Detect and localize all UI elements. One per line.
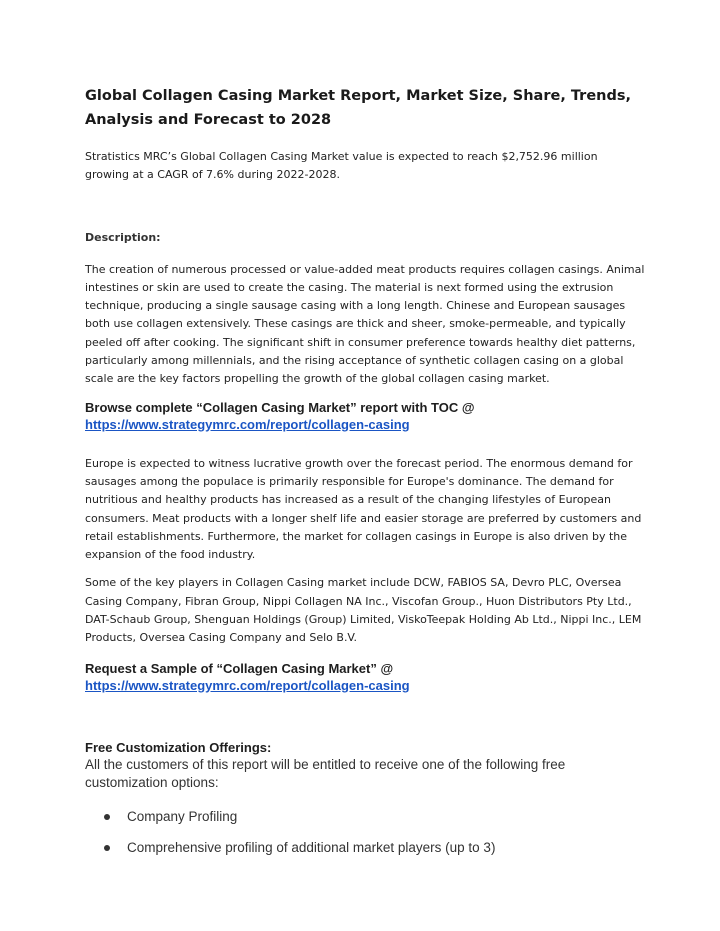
intro-paragraph: Stratistics MRC’s Global Collagen Casing Market value is expected to reach $2,752.96 million growing at a CAGR of 7.6% during 2022-2028. (85, 150, 598, 182)
description-heading: Description: (85, 230, 161, 244)
list-item (85, 808, 645, 826)
browse-report-link[interactable]: https://www.strategymrc.com/report/collagen-casing (85, 416, 410, 432)
request-sample-link[interactable]: https://www.strategymrc.com/report/collagen-casing (85, 677, 410, 693)
customization-list (85, 808, 645, 857)
customization-heading: Free Customization Offerings: (85, 739, 272, 755)
document-page (85, 84, 645, 870)
document-title: Global Collagen Casing Market Report, Market Size, Share, Trends, Analysis and Forecast to 2028 (85, 88, 632, 128)
list-item (85, 839, 645, 857)
browse-report-block (85, 399, 645, 434)
customization-intro: All the customers of this report will be entitled to receive one of the following free customization options: (85, 756, 566, 790)
list-item-label: Comprehensive profiling of additional market players (up to 3) (127, 839, 496, 855)
europe-paragraph: Europe is expected to witness lucrative growth over the forecast period. The enormous demand for sausages among the populace is primarily responsible for Europe's dominance. The demand for nutritious and healthy products has increased as a result of the changing lifestyles of European consumers. Meat products with a longer shelf life and easier storage are preferred by customers and retail establishments. Furthermore, the market for collagen casings in Europe is also driven by the expansion of the food industry. (85, 456, 642, 562)
bullet-icon (104, 814, 110, 820)
request-sample-block (85, 660, 645, 695)
customization-block (85, 739, 645, 857)
key-players-paragraph: Some of the key players in Collagen Casing market include DCW, FABIOS SA, Devro PLC, Oversea Casing Company, Fibran Group, Nippi Collagen NA Inc., Viscofan Group., Huon Distributors Pty Ltd., DAT-Schaub Group, Shenguan Holdings (Group) Limited, ViskoTeepak Holding Ab Ltd., Nippi Inc., LEM Products, Oversea Casing Company and Selo B.V. (85, 576, 642, 645)
description-paragraph: The creation of numerous processed or value-added meat products requires collagen casings. Animal intestines or skin are used to create the casing. The material is next formed using the extrusion technique, producing a single sausage casing with a long length. Chinese and European sausages both use collagen extensively. These casings are thick and sheer, smoke-permeable, and typically peeled off after cooking. The significant shift in consumer preference towards healthy diet patterns, particularly among millennials, and the rising acceptance of synthetic collagen casing on a global scale are the key factors propelling the growth of the global collagen casing market. (85, 262, 645, 386)
bullet-icon (104, 845, 110, 851)
list-item-label: Company Profiling (127, 808, 238, 824)
browse-report-label: Browse complete “Collagen Casing Market” report with TOC @ (85, 399, 475, 415)
request-sample-label: Request a Sample of “Collagen Casing Market” @ (85, 660, 394, 676)
